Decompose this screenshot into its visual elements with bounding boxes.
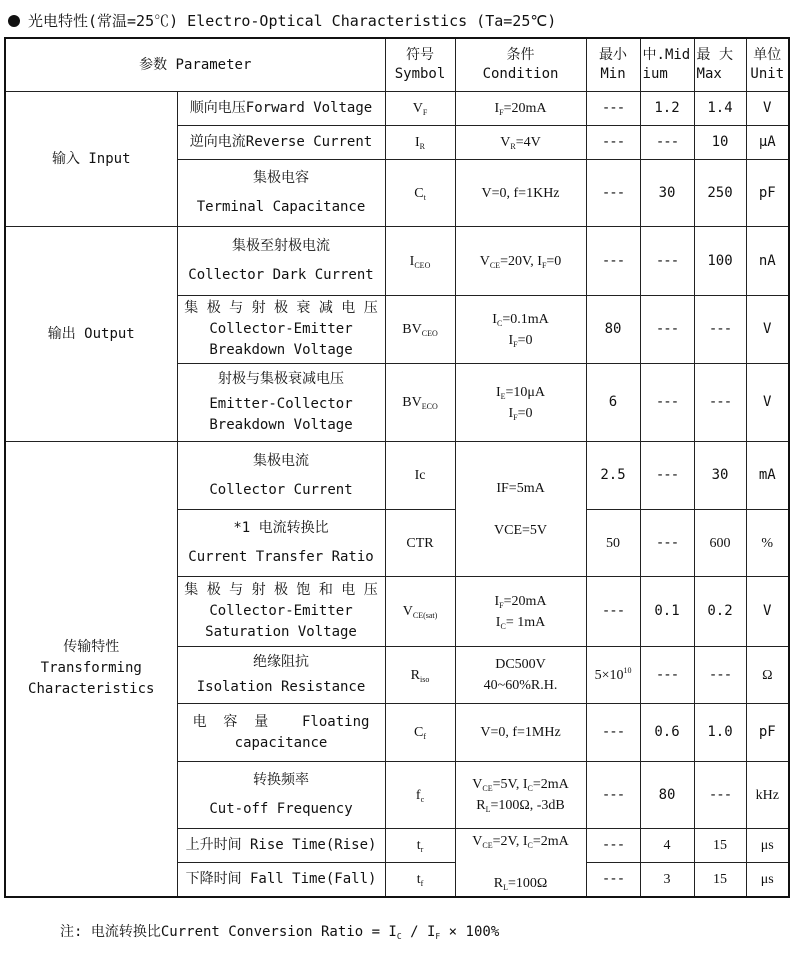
unit-value: pF bbox=[746, 704, 789, 762]
group-input: 输入 Input bbox=[5, 92, 177, 227]
condition: $V_{CE}=2V$, $I_C=2mA$ $R_L=100\Omega$ bbox=[455, 829, 586, 897]
symbol: $t_f$ bbox=[385, 863, 455, 897]
unit-value: V bbox=[746, 92, 789, 126]
header-parameter: 参数 Parameter bbox=[5, 38, 385, 92]
symbol: $V_F$ bbox=[385, 92, 455, 126]
param-name: 集 极 与 射 极 饱 和 电 压 Collector-Emitter Saturation Voltage bbox=[177, 577, 385, 647]
header-symbol: 符号 Symbol bbox=[385, 38, 455, 92]
section-title-text: 光电特性(常温=25℃) Electro-Optical Characteristics (Ta=25℃) bbox=[28, 12, 557, 30]
unit-value: V bbox=[746, 577, 789, 647]
param-name: 绝缘阻抗 Isolation Resistance bbox=[177, 647, 385, 704]
min-value: --- bbox=[586, 863, 640, 897]
min-value: --- bbox=[586, 92, 640, 126]
param-name: 集极电容 Terminal Capacitance bbox=[177, 160, 385, 227]
symbol: $BV_{CEO}$ bbox=[385, 296, 455, 364]
min-value: --- bbox=[586, 829, 640, 863]
group-output: 输出 Output bbox=[5, 227, 177, 442]
mid-value: --- bbox=[640, 296, 694, 364]
footnote: 注: 电流转换比Current Conversion Ratio = $I_C / I_F \times 100\%$ bbox=[60, 924, 500, 941]
min-value: --- bbox=[586, 762, 640, 829]
max-value: 0.2 bbox=[694, 577, 746, 647]
max-value: 30 bbox=[694, 442, 746, 510]
symbol: $C_f$ bbox=[385, 704, 455, 762]
param-name: 转换频率 Cut-off Frequency bbox=[177, 762, 385, 829]
header-mid: 中.Mid ium bbox=[640, 38, 694, 92]
header-min: 最小 Min bbox=[586, 38, 640, 92]
param-name: *1 电流转换比 Current Transfer Ratio bbox=[177, 510, 385, 577]
mid-value: --- bbox=[640, 227, 694, 296]
max-value: 100 bbox=[694, 227, 746, 296]
unit-value: V bbox=[746, 364, 789, 442]
max-value: --- bbox=[694, 364, 746, 442]
min-value: 80 bbox=[586, 296, 640, 364]
condition: $V_{CE}=5V$, $I_C=2mA$ $R_L=100\Omega$, -3dB bbox=[455, 762, 586, 829]
electro-optical-table bbox=[4, 37, 790, 898]
unit-value: % bbox=[746, 510, 789, 577]
min-value: --- bbox=[586, 160, 640, 227]
mid-value: --- bbox=[640, 364, 694, 442]
unit-value: kHz bbox=[746, 762, 789, 829]
mid-value: 80 bbox=[640, 762, 694, 829]
unit-value: Ω bbox=[746, 647, 789, 704]
symbol: $t_r$ bbox=[385, 829, 455, 863]
unit-value: μA bbox=[746, 126, 789, 160]
max-value: --- bbox=[694, 762, 746, 829]
mid-value: 0.1 bbox=[640, 577, 694, 647]
header-condition: 条件 Condition bbox=[455, 38, 586, 92]
table-row bbox=[5, 442, 789, 510]
param-name: 电 容 量 Floating capacitance bbox=[177, 704, 385, 762]
max-value: 600 bbox=[694, 510, 746, 577]
unit-value: μs bbox=[746, 829, 789, 863]
max-value: 15 bbox=[694, 829, 746, 863]
max-value: 250 bbox=[694, 160, 746, 227]
param-name: 集极至射极电流 Collector Dark Current bbox=[177, 227, 385, 296]
symbol: $BV_{ECO}$ bbox=[385, 364, 455, 442]
section-title bbox=[8, 10, 556, 31]
condition: $I_F=20mA$ bbox=[455, 92, 586, 126]
max-value: --- bbox=[694, 647, 746, 704]
min-value: --- bbox=[586, 704, 640, 762]
condition: $I_E=10\mu A$ $I_F=0$ bbox=[455, 364, 586, 442]
min-value: --- bbox=[586, 126, 640, 160]
condition: V=0, f=1MHz bbox=[455, 704, 586, 762]
mid-value: 3 bbox=[640, 863, 694, 897]
min-value: $5\times 10^{10}$ bbox=[586, 647, 640, 704]
param-name: 下降时间 Fall Time(Fall) bbox=[177, 863, 385, 897]
mid-value: --- bbox=[640, 442, 694, 510]
max-value: 1.4 bbox=[694, 92, 746, 126]
max-value: 1.0 bbox=[694, 704, 746, 762]
mid-value: --- bbox=[640, 126, 694, 160]
group-transfer: 传输特性 Transforming Characteristics bbox=[5, 442, 177, 897]
condition: V=0, f=1KHz bbox=[455, 160, 586, 227]
header-unit: 单位 Unit bbox=[746, 38, 789, 92]
param-name: 顺向电压Forward Voltage bbox=[177, 92, 385, 126]
symbol: Ic bbox=[385, 442, 455, 510]
unit-value: V bbox=[746, 296, 789, 364]
symbol: $f_c$ bbox=[385, 762, 455, 829]
condition: $I_C=0.1mA$ $I_F=0$ bbox=[455, 296, 586, 364]
mid-value: 30 bbox=[640, 160, 694, 227]
symbol: CTR bbox=[385, 510, 455, 577]
mid-value: 0.6 bbox=[640, 704, 694, 762]
param-name: 集 极 与 射 极 衰 减 电 压 Collector-Emitter Breakdown Voltage bbox=[177, 296, 385, 364]
symbol: $R_{iso}$ bbox=[385, 647, 455, 704]
min-value: 50 bbox=[586, 510, 640, 577]
condition: DC500V 40~60%R.H. bbox=[455, 647, 586, 704]
symbol: $V_{CE(sat)}$ bbox=[385, 577, 455, 647]
mid-value: 1.2 bbox=[640, 92, 694, 126]
unit-value: μs bbox=[746, 863, 789, 897]
table-row bbox=[5, 92, 789, 126]
mid-value: --- bbox=[640, 510, 694, 577]
condition: $V_{CE}=20V$, $I_F=0$ bbox=[455, 227, 586, 296]
header-max: 最 大 Max bbox=[694, 38, 746, 92]
condition: $V_R=4V$ bbox=[455, 126, 586, 160]
mid-value: 4 bbox=[640, 829, 694, 863]
max-value: 15 bbox=[694, 863, 746, 897]
min-value: 6 bbox=[586, 364, 640, 442]
max-value: 10 bbox=[694, 126, 746, 160]
min-value: --- bbox=[586, 227, 640, 296]
unit-value: pF bbox=[746, 160, 789, 227]
table-row bbox=[5, 227, 789, 296]
table-header-row bbox=[5, 38, 789, 92]
param-name: 上升时间 Rise Time(Rise) bbox=[177, 829, 385, 863]
param-name: 逆向电流Reverse Current bbox=[177, 126, 385, 160]
bullet-icon bbox=[8, 15, 20, 27]
max-value: --- bbox=[694, 296, 746, 364]
param-name: 集极电流 Collector Current bbox=[177, 442, 385, 510]
unit-value: nA bbox=[746, 227, 789, 296]
param-name: 射极与集极衰减电压 Emitter-Collector Breakdown Voltage bbox=[177, 364, 385, 442]
unit-value: mA bbox=[746, 442, 789, 510]
symbol: $C_t$ bbox=[385, 160, 455, 227]
min-value: 2.5 bbox=[586, 442, 640, 510]
mid-value: --- bbox=[640, 647, 694, 704]
condition: IF=5mA VCE=5V bbox=[455, 442, 586, 577]
condition: $I_F=20mA$ $I_C= 1mA$ bbox=[455, 577, 586, 647]
symbol: $I_R$ bbox=[385, 126, 455, 160]
symbol: $I_{CEO}$ bbox=[385, 227, 455, 296]
min-value: --- bbox=[586, 577, 640, 647]
